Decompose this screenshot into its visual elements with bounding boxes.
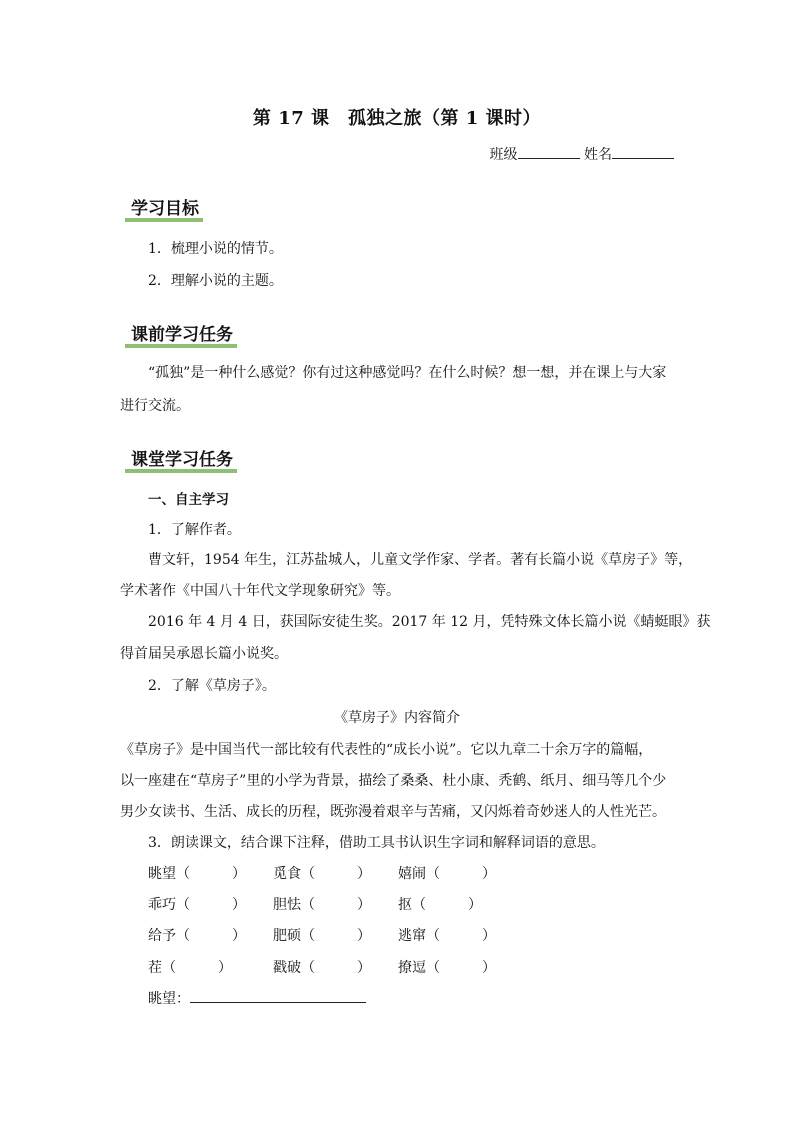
book-subtitle: 《草房子》内容简介 [334, 710, 460, 726]
goal-item: 2．理解小说的主题。 [148, 273, 283, 289]
pre-task-line: “孤独”是一种什么感觉？你有过这种感觉吗？在什么时候？想一想，并在课上与大家 [148, 365, 667, 381]
name-label: 姓名 [584, 147, 612, 163]
define-label: 眺望： [148, 991, 190, 1007]
vocab-item[interactable]: 乖巧（ ） [148, 897, 246, 913]
section-heading-pre [131, 320, 233, 345]
name-blank[interactable] [612, 144, 674, 159]
vocab-item[interactable]: 逃窜（ ） [398, 928, 496, 944]
vocab-item[interactable]: 眺望（ ） [148, 866, 246, 882]
vocab-item[interactable]: 觅食（ ） [273, 866, 371, 882]
book-line: 以一座建在“草房子”里的小学为背景，描绘了桑桑、杜小康、秃鹤、纸月、细马等几个少 [120, 773, 667, 789]
class-name-line [490, 144, 674, 164]
vocab-item[interactable]: 茬（ ） [148, 960, 232, 976]
section-inclass-label: 课堂学习任务 [131, 450, 233, 470]
vocab-item[interactable]: 抠（ ） [398, 897, 482, 913]
pre-task-line: 进行交流。 [120, 398, 190, 414]
author-line: 曹文轩，1954 年生，江苏盐城人，儿童文学作家、学者。著有长篇小说《草房子》等， [148, 552, 693, 568]
lesson-title: 第 17 课 孤独之旅（第 1 课时） [252, 108, 542, 129]
book-line: 《草房子》是中国当代一部比较有代表性的“成长小说”。它以九章二十余万字的篇幅， [120, 742, 653, 758]
author-line: 学术著作《中国八十年代文学现象研究》等。 [120, 583, 400, 599]
reading-heading: 3．朗读课文，结合课下注释，借助工具书认识生字词和解释词语的意思。 [148, 835, 605, 851]
vocab-item[interactable]: 戳破（ ） [273, 960, 371, 976]
vocab-item[interactable]: 给予（ ） [148, 928, 246, 944]
vocab-item[interactable]: 胆怯（ ） [273, 897, 371, 913]
section-goals-label: 学习目标 [131, 199, 199, 219]
section-heading-inclass [131, 445, 233, 470]
section-heading-goals [131, 194, 199, 219]
goal-item: 1．梳理小说的情节。 [148, 241, 283, 257]
author-line: 2016 年 4 月 4 日，获国际安徒生奖。2017 年 12 月，凭特殊文体长篇小说《蜻蜓眼》获 [148, 614, 711, 630]
book-line: 男少女读书、生活、成长的历程，既弥漫着艰辛与苦痛，又闪烁着奇妙迷人的人性光芒。 [120, 804, 666, 820]
vocab-item[interactable]: 撩逗（ ） [398, 960, 496, 976]
book-heading: 2．了解《草房子》。 [148, 678, 276, 694]
section-pre-label: 课前学习任务 [131, 325, 233, 345]
author-line: 得首届吴承恩长篇小说奖。 [120, 646, 288, 662]
define-line [148, 988, 366, 1008]
class-blank[interactable] [518, 144, 580, 159]
define-blank[interactable] [190, 990, 366, 1003]
self-study-heading: 一、自主学习 [148, 492, 229, 508]
vocab-item[interactable]: 嬉闹（ ） [398, 866, 496, 882]
vocab-item[interactable]: 肥硕（ ） [273, 928, 371, 944]
class-label: 班级 [489, 147, 518, 163]
author-heading: 1．了解作者。 [148, 522, 241, 538]
